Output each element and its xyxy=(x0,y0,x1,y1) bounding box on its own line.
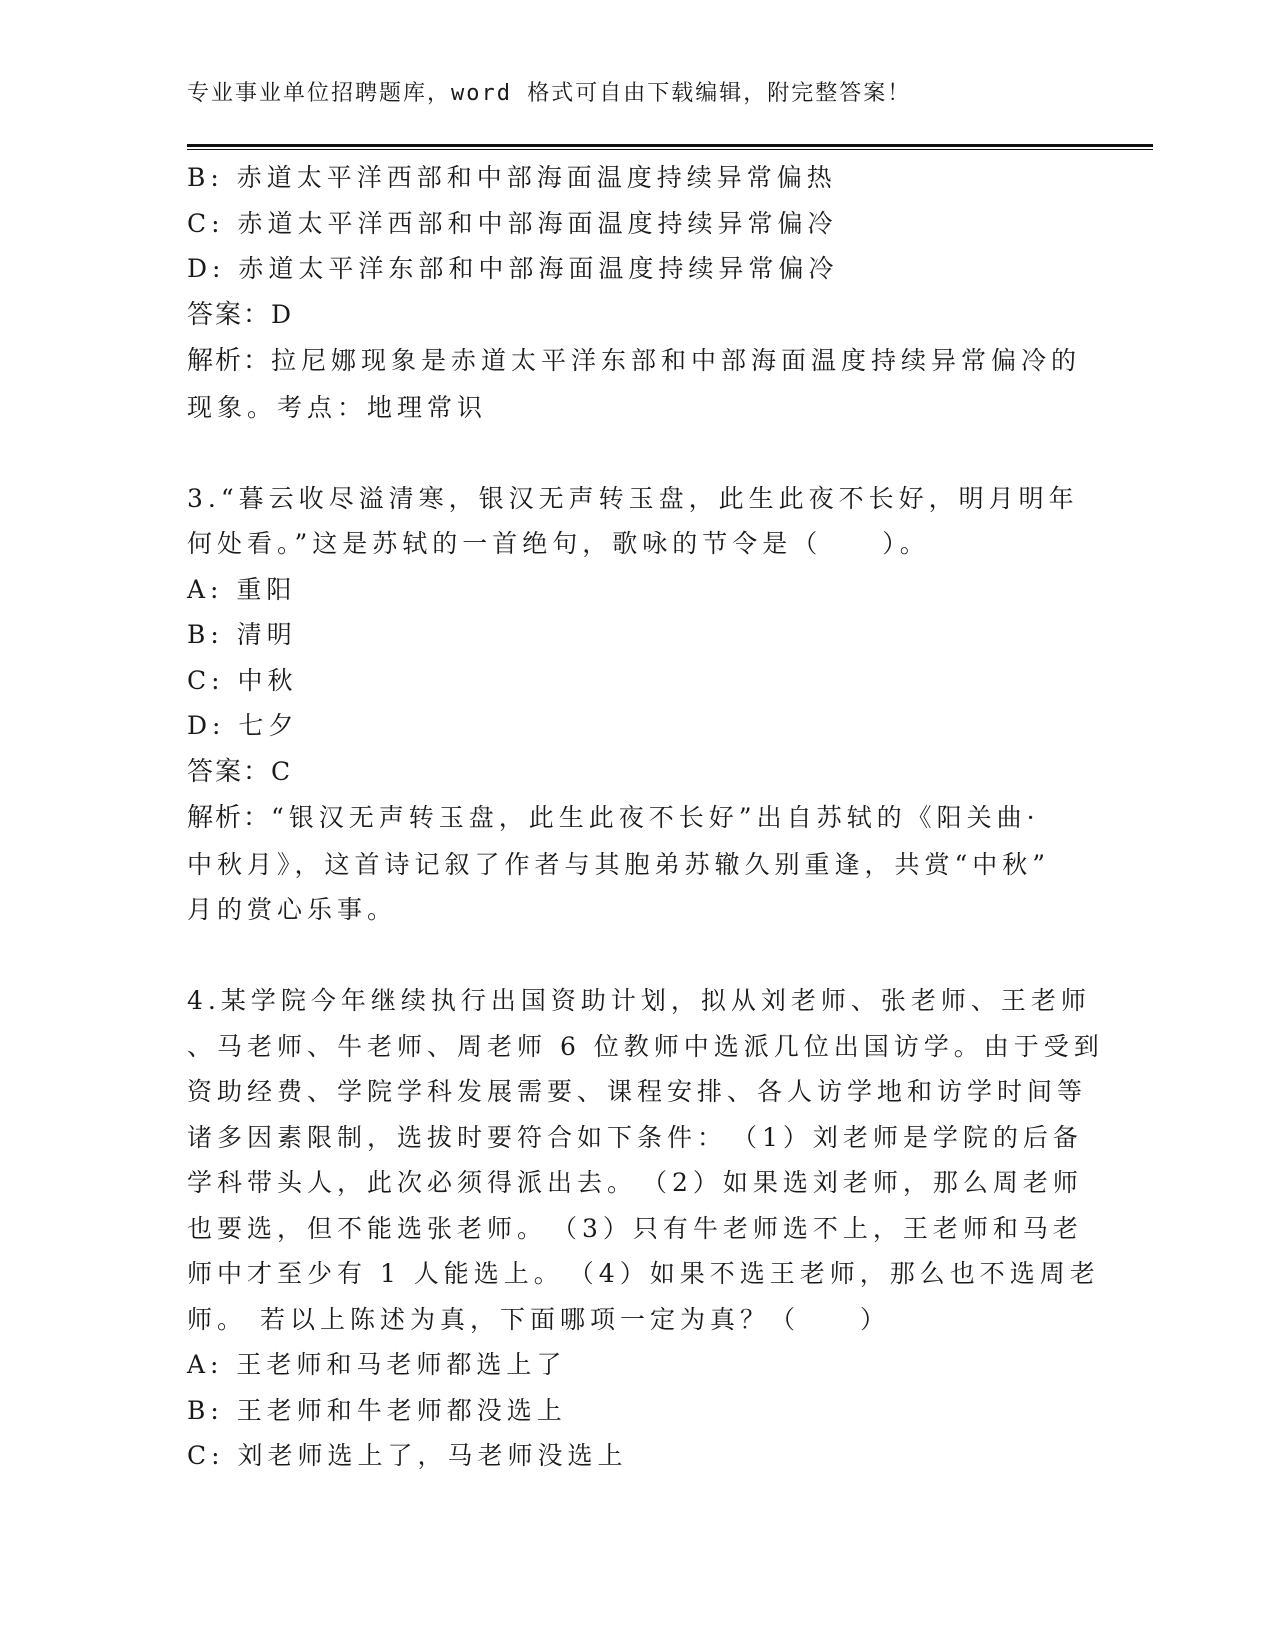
option-d: D: 七夕 xyxy=(187,711,299,740)
analysis-text: 中秋月》，这首诗记叙了作者与其胞弟苏辙久别重逢，共赏“中秋” xyxy=(187,849,1051,879)
analysis-line xyxy=(187,338,1082,385)
question-text: 4.某学院今年继续执行出国资助计划，拟从刘老师、张老师、王老师 xyxy=(187,986,1091,1015)
option-a: A: 重阳 xyxy=(187,574,297,604)
analysis-text: 现象。考点：地理常识 xyxy=(187,392,488,422)
answer-label: 答案： xyxy=(187,299,272,330)
question-text: 学科带头人，此次必须得派出去。 （2）如果选刘老师，那么周老师 xyxy=(187,1168,1083,1197)
header-rule-thick xyxy=(187,144,1153,147)
option-c: C: 中秋 xyxy=(187,665,298,695)
answer-line xyxy=(187,292,1067,339)
question-text: 何处看。”这是苏轼的一首绝句，歌咏的节令是（ ）。 xyxy=(187,529,930,558)
option-c: C: 赤道太平洋西部和中部海面温度持续异常偏冷 xyxy=(187,208,838,238)
analysis-text: “银汉无声转玉盘，此生此夜不长好”出自苏轼的《阳关曲· xyxy=(271,803,1040,832)
analysis-label: 解析： xyxy=(187,803,272,833)
option-c: C: 刘老师选上了，马老师没选上 xyxy=(187,1441,628,1470)
question-text: 师。 若以上陈述为真，下面哪项一定为真？（ ） xyxy=(187,1304,890,1334)
option-b: B: 赤道太平洋西部和中部海面温度持续异常偏热 xyxy=(187,163,837,192)
question-text: 诸多因素限制，选拔时要符合如下条件： （1）刘老师是学院的后备 xyxy=(187,1122,1083,1152)
option-b: B: 王老师和牛老师都没选上 xyxy=(187,1395,567,1425)
question-text: 师中才至少有 1 人能选上。 （4）如果不选王老师，那么也不选周老 xyxy=(187,1259,1100,1288)
analysis-text: 月的赏心乐事。 xyxy=(187,895,398,924)
option-d: D: 赤道太平洋东部和中部海面温度持续异常偏冷 xyxy=(187,254,839,283)
spacer xyxy=(187,430,1067,476)
question-4 xyxy=(187,978,1104,1479)
header-rule-thin xyxy=(187,149,1153,150)
question-text: 、马老师、牛老师、周老师 6 位教师中选派几位出国访学。由于受到 xyxy=(187,1031,1104,1061)
question-text: 资助经费、学院学科发展需要、课程安排、各人访学地和访学时间等 xyxy=(187,1077,1088,1106)
answer-value: D xyxy=(271,299,297,329)
answer-label: 答案： xyxy=(187,756,272,787)
page-header: 专业事业单位招聘题库，word 格式可自由下载编辑，附完整答案！ xyxy=(187,81,912,106)
option-a: A: 王老师和马老师都选上了 xyxy=(187,1350,567,1379)
question-3 xyxy=(187,476,1079,933)
answer-value: C xyxy=(271,756,296,786)
question-text: 也要选，但不能选张老师。 （3）只有牛老师选不上，王老师和马老 xyxy=(187,1213,1083,1243)
question-text: 3.“暮云收尽溢清寒，银汉无声转玉盘，此生此夜不长好，明月明年 xyxy=(187,483,1079,513)
document-body xyxy=(187,155,1104,1479)
option-b: B: 清明 xyxy=(187,620,297,649)
analysis-text: 拉尼娜现象是赤道太平洋东部和中部海面温度持续异常偏冷的 xyxy=(271,346,1082,375)
analysis-line xyxy=(187,795,1067,842)
spacer xyxy=(187,933,1067,979)
analysis-label: 解析： xyxy=(187,346,272,376)
answer-line xyxy=(187,749,1067,796)
question-2-tail xyxy=(187,155,1082,430)
